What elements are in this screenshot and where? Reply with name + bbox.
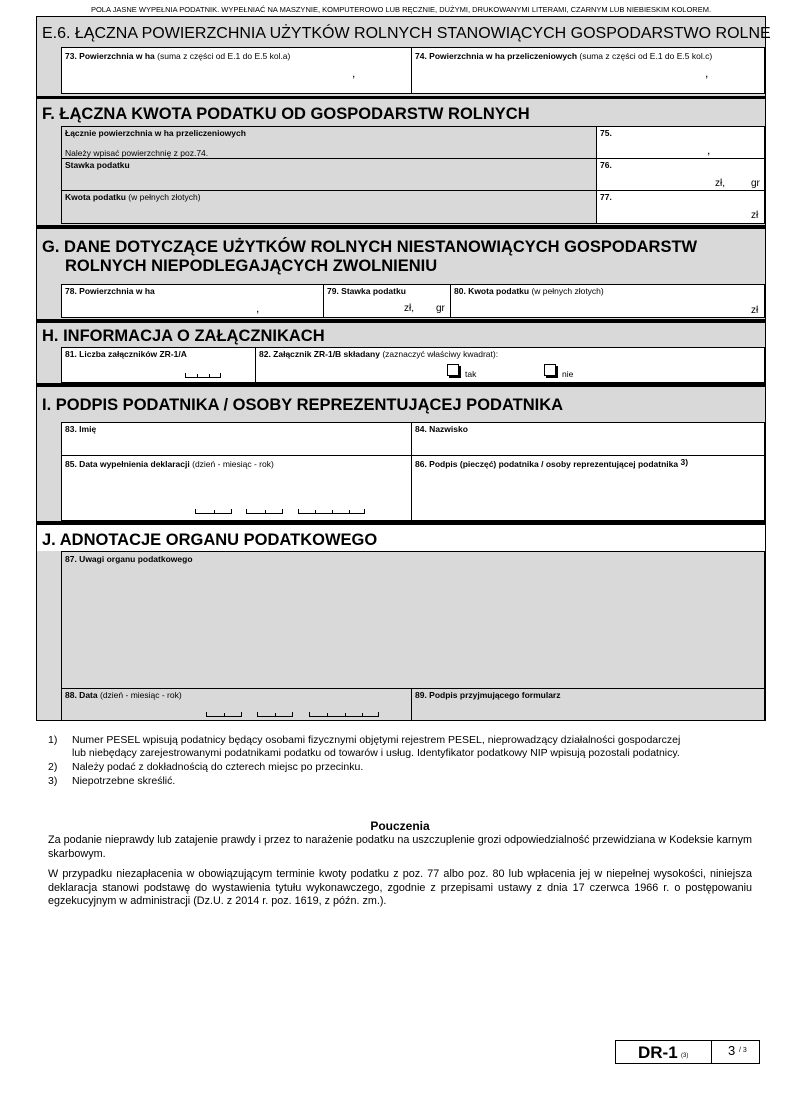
page-number: 3 bbox=[728, 1043, 736, 1058]
field-77-zl: zł bbox=[751, 210, 759, 221]
form-version: (3) bbox=[681, 1053, 689, 1059]
f-row3-hint: (w pełnych złotych) bbox=[128, 192, 201, 202]
field-80[interactable] bbox=[450, 284, 765, 318]
f-row2 bbox=[61, 158, 597, 191]
header-note: POLA JASNE WYPEŁNIA PODATNIK. WYPEŁNIAĆ NA MASZYNIE, KOMPUTEROWO LUB RĘCZNIE, DUŻYMI, DRUKOWANYMI LITERAMI, CZARNYM LUB NIEBIESKIM KOLOREM. bbox=[90, 5, 712, 14]
field-88-month-boxes bbox=[257, 712, 293, 717]
field-88-label: 88. Data bbox=[65, 690, 98, 700]
f-row3-label: Kwota podatku bbox=[65, 192, 126, 202]
checkbox-tak-label: tak bbox=[465, 369, 477, 379]
field-81-digit-boxes bbox=[185, 373, 221, 378]
footnote-2-num: 2) bbox=[48, 761, 58, 773]
footer-page-box bbox=[711, 1040, 760, 1064]
field-79-label: 79. Stawka podatku bbox=[327, 286, 406, 296]
field-80-zl: zł bbox=[751, 305, 759, 316]
field-85-year-boxes bbox=[298, 509, 365, 514]
f-row1-label: Łącznie powierzchnia w ha przeliczeniowych bbox=[65, 128, 246, 138]
field-73-comma: , bbox=[352, 66, 356, 80]
field-78-comma: , bbox=[256, 301, 260, 315]
field-76[interactable] bbox=[596, 158, 765, 191]
f-row2-label: Stawka podatku bbox=[65, 160, 130, 170]
field-82-hint: (zaznaczyć właściwy kwadrat): bbox=[382, 349, 499, 359]
checkbox-tak[interactable] bbox=[447, 364, 459, 376]
field-74-label: 74. Powierzchnia w ha przeliczeniowych bbox=[415, 51, 578, 61]
field-73-hint: (suma z części od E.1 do E.5 kol.a) bbox=[157, 51, 291, 61]
field-77-num: 77. bbox=[600, 192, 612, 202]
field-88-day-boxes bbox=[206, 712, 242, 717]
footnote-1-text: Numer PESEL wpisują podatnicy będący osobami fizycznymi objętymi rejestrem PESEL, nieprowadzący działalności gospodarczej bbox=[72, 734, 681, 746]
field-75-num: 75. bbox=[600, 128, 612, 138]
field-74[interactable] bbox=[411, 47, 765, 94]
field-80-hint: (w pełnych złotych) bbox=[531, 286, 604, 296]
checkbox-nie[interactable] bbox=[544, 364, 556, 376]
field-83-label: 83. Imię bbox=[65, 424, 97, 434]
section-f-title: F. ŁĄCZNA KWOTA PODATKU OD GOSPODARSTW ROLNYCH bbox=[42, 105, 530, 123]
footnote-1-num: 1) bbox=[48, 734, 58, 746]
field-73-label: 73. Powierzchnia w ha bbox=[65, 51, 155, 61]
pouczenia-p2: W przypadku niezapłacenia w obowiązującym terminie kwoty podatku z poz. 77 albo poz. 80 lub wpłacenia jej w niepełnej wysokości, niniejsza deklaracja stanowi podstawę do wystawienia tytułu wykonawczego, zgodnie z przepisami ustawy z dnia 17 czerwca 1966 r. o postępowaniu egzekucyjnym w administracji (Dz.U. z 2014 r. poz. 1619, z późn. zm.). bbox=[48, 868, 752, 907]
footer-form-code-box bbox=[615, 1040, 712, 1064]
footnote-2-text: Należy podać z dokładnością do czterech miejsc po przecinku. bbox=[72, 761, 364, 773]
field-82 bbox=[255, 347, 765, 383]
field-88-hint: (dzień - miesiąc - rok) bbox=[99, 690, 182, 700]
section-j-title: J. ADNOTACJE ORGANU PODATKOWEGO bbox=[42, 531, 378, 549]
section-h-title: H. INFORMACJA O ZAŁĄCZNIKACH bbox=[42, 327, 325, 345]
footnote-1-text-cont: lub niebędący zarejestrowanymi podatnikami podatku od towarów i usług. Identyfikator podatkowy NIP wpisują pozostali podatnicy. bbox=[72, 747, 680, 759]
field-84[interactable] bbox=[411, 422, 765, 456]
footnote-3-num: 3) bbox=[48, 775, 58, 787]
pouczenia-p1: Za podanie nieprawdy lub zatajenie prawdy i przez to narażenie podatku na uszczuplenie grozi odpowiedzialność przewidziana w Kodeksie karnym skarbowym. bbox=[48, 834, 753, 860]
field-83[interactable] bbox=[61, 422, 412, 456]
field-76-num: 76. bbox=[600, 160, 612, 170]
f-row1-hint: Należy wpisać powierzchnię z poz.74. bbox=[65, 148, 209, 158]
field-81-label: 81. Liczba załączników ZR-1/A bbox=[65, 349, 187, 359]
field-85-hint: (dzień - miesiąc - rok) bbox=[192, 459, 274, 469]
section-e6-title: E.6. ŁĄCZNA POWIERZCHNIA UŻYTKÓW ROLNYCH STANOWIĄCYCH GOSPODARSTWO ROLNE bbox=[42, 25, 771, 42]
field-76-gr: gr bbox=[751, 178, 760, 189]
field-79[interactable] bbox=[323, 284, 451, 318]
section-i-title: I. PODPIS PODATNIKA / OSOBY REPREZENTUJĄCEJ PODATNIKA bbox=[42, 396, 564, 414]
field-73[interactable] bbox=[61, 47, 412, 94]
field-85-day-boxes bbox=[195, 509, 232, 514]
page-total: / 3 bbox=[739, 1047, 747, 1054]
field-87[interactable] bbox=[61, 551, 765, 689]
field-74-hint: (suma z części od E.1 do E.5 kol.c) bbox=[579, 51, 713, 61]
field-79-gr: gr bbox=[436, 303, 445, 314]
f-row1 bbox=[61, 126, 597, 159]
field-88-year-boxes bbox=[309, 712, 379, 717]
field-79-zl: zł, bbox=[404, 303, 414, 314]
field-85[interactable] bbox=[61, 455, 412, 521]
field-86-label: 86. Podpis (pieczęć) podatnika / osoby reprezentującej podatnika bbox=[415, 459, 679, 469]
field-85-label: 85. Data wypełnienia deklaracji bbox=[65, 459, 190, 469]
section-g-title-line2: ROLNYCH NIEPODLEGAJĄCYCH ZWOLNIENIU bbox=[65, 257, 438, 275]
field-84-label: 84. Nazwisko bbox=[415, 424, 468, 434]
field-80-label: 80. Kwota podatku bbox=[454, 286, 530, 296]
field-75[interactable] bbox=[596, 126, 765, 159]
f-row3 bbox=[61, 190, 597, 224]
field-78[interactable] bbox=[61, 284, 324, 318]
field-74-comma: , bbox=[705, 66, 709, 80]
checkbox-nie-label: nie bbox=[562, 369, 574, 379]
field-78-label: 78. Powierzchnia w ha bbox=[65, 286, 155, 296]
pouczenia-title: Pouczenia bbox=[370, 819, 430, 833]
field-86-footnote-ref: 3) bbox=[680, 457, 689, 467]
section-g-title-line1: G. DANE DOTYCZĄCE UŻYTKÓW ROLNYCH NIESTANOWIĄCYCH GOSPODARSTW bbox=[42, 238, 698, 256]
field-89[interactable] bbox=[411, 688, 765, 721]
field-77[interactable] bbox=[596, 190, 765, 224]
field-88[interactable] bbox=[61, 688, 412, 721]
field-81[interactable] bbox=[61, 347, 256, 383]
field-87-label: 87. Uwagi organu podatkowego bbox=[65, 554, 193, 564]
footnote-3-text: Niepotrzebne skreślić. bbox=[72, 775, 176, 787]
field-75-comma: , bbox=[707, 143, 711, 157]
form-code: DR-1 bbox=[638, 1043, 678, 1062]
field-76-zl: zł, bbox=[715, 178, 725, 189]
field-86[interactable] bbox=[411, 455, 765, 521]
field-89-label: 89. Podpis przyjmującego formularz bbox=[415, 690, 561, 700]
field-82-label: 82. Załącznik ZR-1/B składany bbox=[259, 349, 380, 359]
field-85-month-boxes bbox=[246, 509, 283, 514]
